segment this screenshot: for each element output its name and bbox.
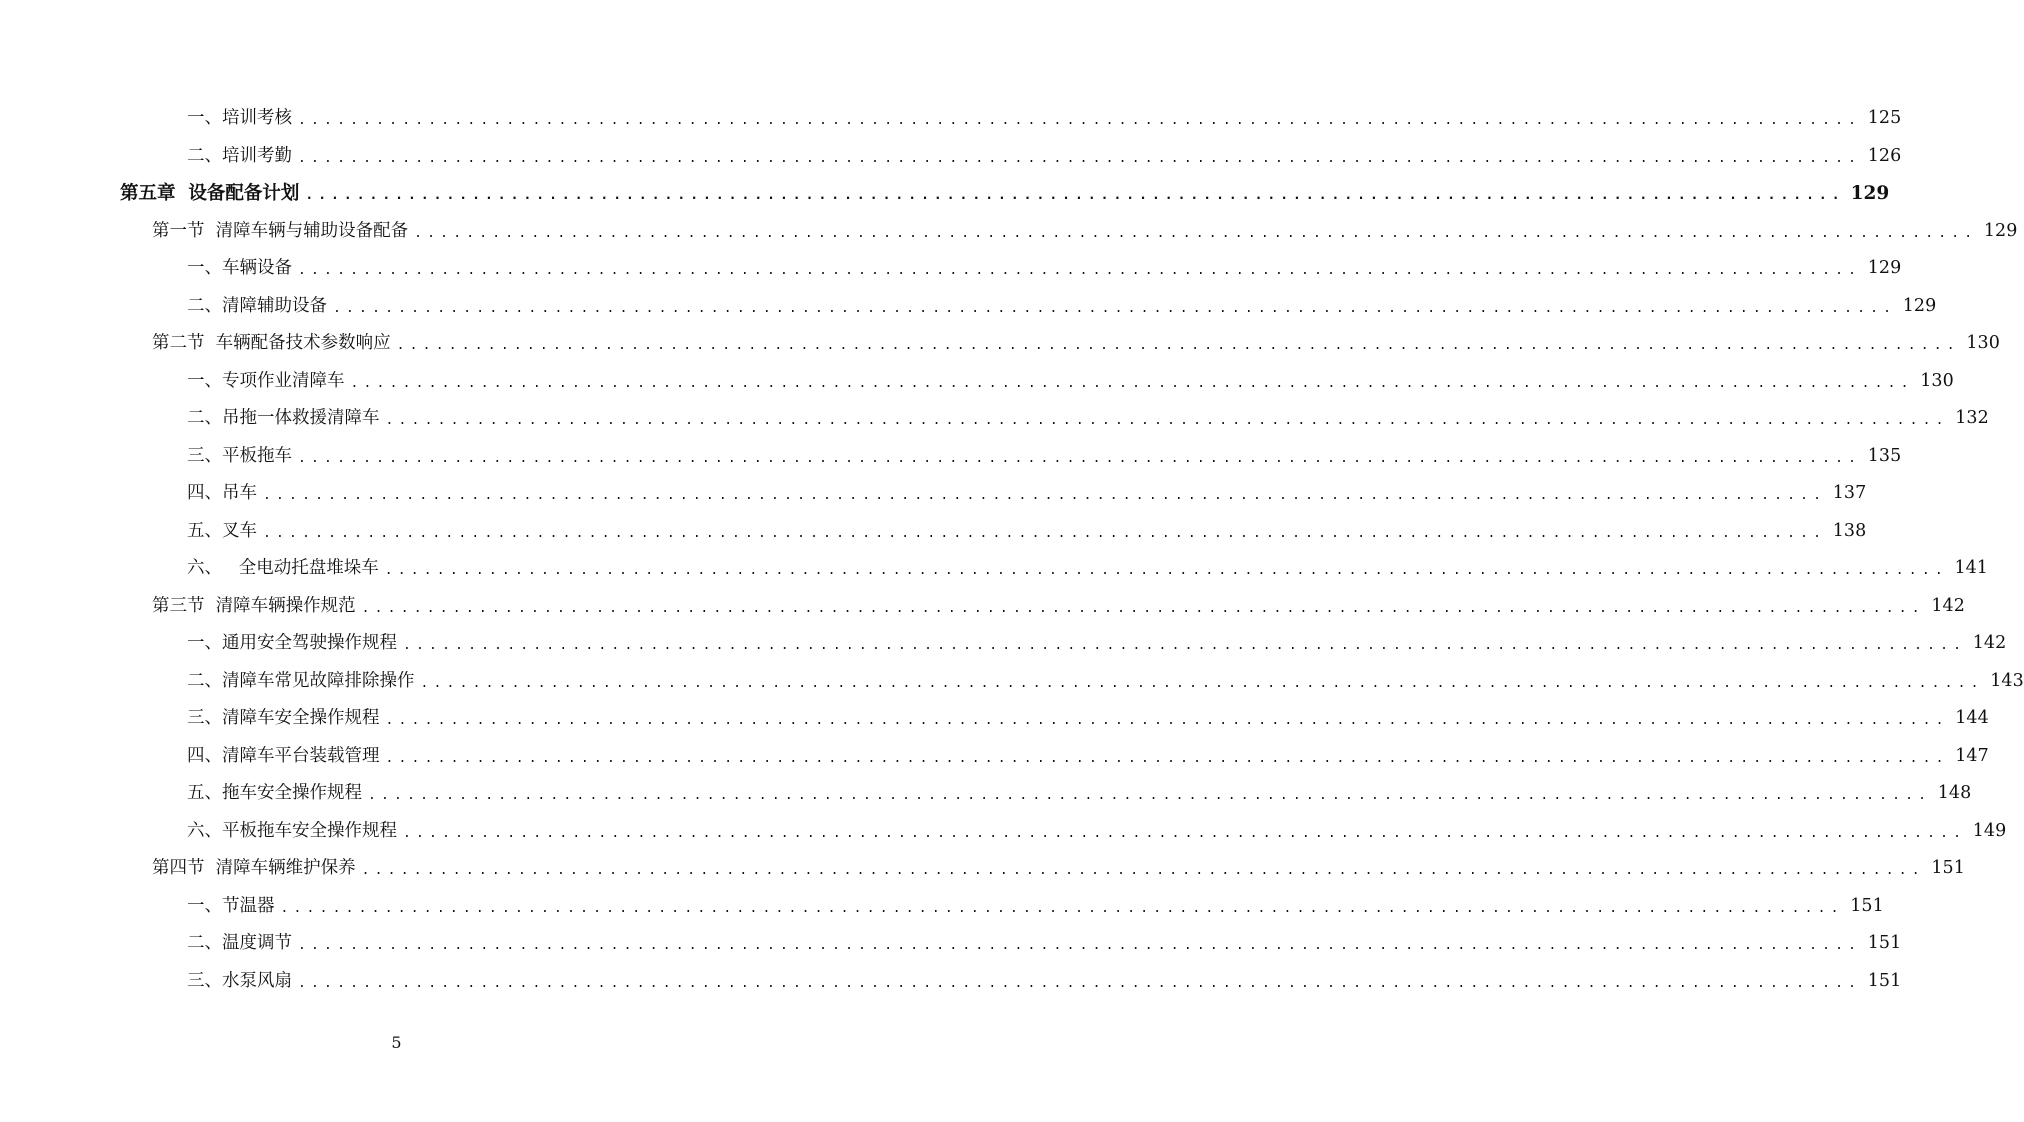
toc-dot-leader: ........................................................................................................................ (385, 413, 1949, 429)
toc-entry-page: 129 (1867, 258, 1902, 278)
toc-dot-leader: ........................................................................................................................ (298, 938, 1862, 954)
toc-entry-label: 三、平板拖车 (187, 445, 292, 466)
toc-entry-label: 二、温度调节 (187, 933, 292, 953)
toc-dot-leader: ........................................................................................................................ (298, 263, 1862, 279)
toc-dot-leader: ........................................................................................................................ (396, 338, 1960, 354)
toc-subsection-entry[interactable] (0, 550, 1988, 588)
toc-dot-leader: ........................................................................................................................ (385, 713, 1949, 729)
toc-entry-page: 143 (1990, 670, 2024, 691)
toc-subsection-entry[interactable] (0, 738, 1989, 776)
toc-subsection-entry[interactable] (0, 138, 1902, 176)
toc-entry-label: 第一节 清障车辆与辅助设备配备 (152, 220, 409, 241)
toc-entry-page: 125 (1867, 108, 1902, 128)
toc-entry-page: 130 (1966, 333, 2000, 353)
toc-subsection-entry[interactable] (0, 813, 2007, 851)
toc-dot-leader: ........................................................................................................................ (361, 863, 1925, 879)
toc-entry-page: 137 (1832, 483, 1867, 503)
toc-subsection-entry[interactable] (0, 363, 1954, 401)
toc-entry-label: 五、叉车 (187, 520, 257, 541)
toc-entry-page: 129 (1850, 182, 1890, 204)
toc-chapter-entry[interactable] (0, 175, 1890, 213)
toc-entry-label: 第三节 清障车辆操作规范 (152, 595, 356, 616)
toc-subsection-entry[interactable] (0, 700, 1989, 738)
table-of-contents (0, 100, 2024, 1000)
toc-dot-leader: ........................................................................................................................ (298, 975, 1862, 991)
toc-entry-label: 第五章 设备配备计划 (120, 182, 300, 204)
toc-entry-page: 142 (1931, 595, 1965, 616)
toc-entry-label: 四、清障车平台装载管理 (187, 745, 380, 766)
toc-entry-label: 二、清障辅助设备 (187, 295, 327, 316)
toc-entry-label: 二、培训考勤 (187, 145, 292, 166)
toc-entry-page: 130 (1920, 370, 1954, 391)
toc-dot-leader: ........................................................................................................................ (263, 525, 1827, 541)
toc-entry-label: 一、车辆设备 (187, 258, 292, 278)
toc-entry-page: 132 (1955, 408, 1989, 428)
toc-entry-page: 151 (1867, 933, 1902, 953)
toc-entry-label: 一、培训考核 (187, 108, 292, 128)
toc-entry-page: 135 (1867, 445, 1902, 466)
toc-subsection-entry[interactable] (0, 625, 2007, 663)
toc-entry-page: 148 (1937, 783, 1972, 803)
toc-entry-label: 五、拖车安全操作规程 (187, 783, 362, 803)
toc-subsection-entry[interactable] (0, 663, 2024, 701)
toc-dot-leader: ........................................................................................................................ (361, 600, 1925, 616)
toc-subsection-entry[interactable] (0, 775, 1972, 813)
toc-entry-label: 第四节 清障车辆维护保养 (152, 858, 356, 878)
toc-entry-label: 三、水泵风扇 (187, 970, 292, 991)
toc-entry-page: 151 (1867, 970, 1902, 991)
toc-entry-label: 六、平板拖车安全操作规程 (187, 820, 397, 841)
toc-dot-leader: ........................................................................................................................ (350, 375, 1914, 391)
toc-entry-label: 一、专项作业清障车 (187, 370, 345, 391)
toc-subsection-entry[interactable] (0, 400, 1989, 438)
toc-subsection-entry[interactable] (0, 513, 1867, 551)
toc-entry-label: 第二节 车辆配备技术参数响应 (152, 333, 391, 353)
toc-entry-page: 151 (1931, 858, 1965, 878)
toc-dot-leader: ........................................................................................................................ (403, 638, 1967, 654)
toc-dot-leader: ........................................................................................................................ (305, 188, 1845, 204)
toc-entry-page: 141 (1954, 558, 1988, 578)
toc-dot-leader: ........................................................................................................................ (298, 150, 1862, 166)
toc-entry-label: 六、 全电动托盘堆垛车 (187, 558, 379, 578)
toc-dot-leader: ........................................................................................................................ (333, 300, 1897, 316)
page-number: 5 (391, 1033, 402, 1052)
toc-section-entry[interactable] (0, 850, 1965, 888)
toc-subsection-entry[interactable] (0, 888, 1884, 926)
toc-entry-label: 一、节温器 (187, 895, 275, 916)
toc-entry-label: 二、吊拖一体救援清障车 (187, 408, 380, 428)
toc-dot-leader: ........................................................................................................................ (298, 113, 1862, 129)
toc-dot-leader: ........................................................................................................................ (420, 675, 1984, 691)
toc-entry-page: 144 (1955, 708, 1989, 728)
toc-dot-leader: ........................................................................................................................ (403, 825, 1967, 841)
toc-entry-label: 三、清障车安全操作规程 (187, 708, 380, 728)
toc-entry-page: 138 (1832, 520, 1867, 541)
toc-entry-label: 二、清障车常见故障排除操作 (187, 670, 415, 691)
toc-subsection-entry[interactable] (0, 963, 1902, 1001)
toc-subsection-entry[interactable] (0, 288, 1937, 326)
toc-entry-page: 149 (1972, 820, 2007, 841)
toc-entry-page: 129 (1983, 220, 2018, 241)
toc-dot-leader: ........................................................................................................................ (263, 488, 1827, 504)
toc-dot-leader: ........................................................................................................................ (298, 450, 1862, 466)
toc-entry-page: 147 (1955, 745, 1989, 766)
toc-dot-leader: ........................................................................................................................ (368, 788, 1932, 804)
toc-dot-leader: ........................................................................................................................ (414, 225, 1978, 241)
toc-entry-page: 142 (1972, 633, 2007, 653)
toc-subsection-entry[interactable] (0, 100, 1902, 138)
toc-subsection-entry[interactable] (0, 438, 1902, 476)
toc-entry-page: 129 (1902, 295, 1937, 316)
toc-entry-page: 126 (1867, 145, 1902, 166)
toc-entry-label: 四、吊车 (187, 483, 257, 503)
toc-dot-leader: ........................................................................................................................ (280, 900, 1844, 916)
toc-subsection-entry[interactable] (0, 250, 1902, 288)
toc-subsection-entry[interactable] (0, 475, 1867, 513)
toc-entry-label: 一、通用安全驾驶操作规程 (187, 633, 397, 653)
toc-entry-page: 151 (1850, 895, 1884, 916)
toc-section-entry[interactable] (0, 325, 2000, 363)
toc-subsection-entry[interactable] (0, 925, 1902, 963)
toc-section-entry[interactable] (0, 213, 2018, 251)
toc-section-entry[interactable] (0, 588, 1965, 626)
toc-dot-leader: ........................................................................................................................ (384, 563, 1948, 579)
toc-dot-leader: ........................................................................................................................ (385, 750, 1949, 766)
